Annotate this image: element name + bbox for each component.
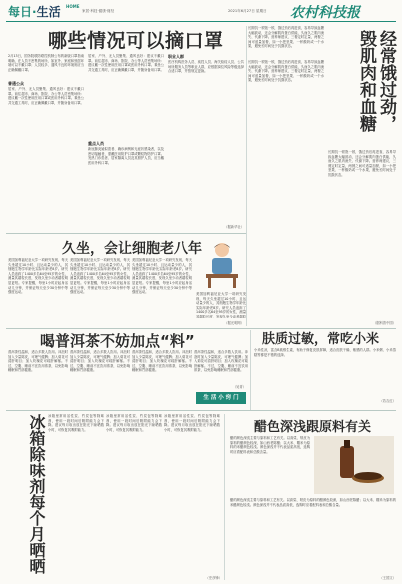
brand-right: 农村科技报 (290, 5, 360, 21)
article7-col2: 醋的颜色深浅主要与原料和工艺有关。以高粱、麸皮为原料的醋颜色较深，如山西老陈醋；以大米、糯米为原料的米醋颜色较浅。颜色深浅并不代表品质高低，选购时应看配料表和总酸含量。 (230, 498, 396, 507)
divider-1 (6, 233, 246, 234)
article1-sub3: 职业人群 (168, 54, 184, 59)
brand-left: 每日·生活 (8, 5, 61, 19)
tips-badge-label: 生 活 小 窍 门 (203, 395, 239, 401)
article3-col1: 普洱茶性温和，适合多数人饮用。冲泡时加入少量陈皮，可理气健脾；加入菊花可清肝明目；加入玫瑰花可疏肝解郁。不过，空腹、睡前不宜饮用浓茶，以免影响睡眠和胃部健康。 (8, 350, 68, 373)
article4-col1: 冰箱里常用活性炭、竹炭包等除味剂，使用一段时间后吸附能力会下降。建议每月取出放在阳光下晾晒数小时，可恢复其吸附能力。 (48, 414, 104, 432)
tips-badge (196, 392, 246, 404)
article1-intro: 2月13日，国务院联防联控机制公布的新版口罩指南明确，在人员不密集的场所，如室外、家庭和独居环境可以不戴口罩；人员较多、通风不良的环境则应当正确佩戴口罩。 (8, 54, 84, 72)
divider-3 (6, 410, 396, 411)
article5-title: 经常饿过劲，毁肌肉和血糖 (356, 30, 396, 132)
article3-caption: （吴青） (232, 385, 246, 389)
article1-col1: 居家、户外、无人员聚集、通风良好：建议不戴口罩。前往超市、商场、影院、办公等人员密集场所：建议戴一次性使用医用口罩或医用外科口罩。乘坐公共交通工具时，应正确佩戴口罩，并随身备用口罩。 (8, 87, 84, 105)
article3-col4: 普洱茶性温和，适合多数人饮用。冲泡时加入少量陈皮，可理气健脾；加入菊花可清肝明目；加入玫瑰花可疏肝解郁。不过，空腹、睡前不宜饮用浓茶，以免影响睡眠和胃部健康。 (194, 350, 248, 373)
divider-v1 (246, 26, 247, 326)
article1-title: 哪些情况可以摘口罩 (48, 30, 224, 52)
article1-col2a: 居家、户外、无人员聚集、通风良好：建议不戴口罩。前往超市、商场、影院、办公等人员密集场所：建议戴一次性使用医用口罩或医用外科口罩。乘坐公共交通工具时，应正确佩戴口罩，并随身备用口罩。 (88, 54, 164, 72)
article5-col1: 长期饥一顿饱一顿，饿过劲后再进食，容易导致血糖大幅波动，还会分解肌肉蛋白供能，久而久之肌肉流失、代谢下降。营养师建议，三餐定时定量，两餐之间可适量加餐，如一小把坚果、一杯酸奶或一个水果，避免长时间处于饥饿状态。 (248, 26, 324, 49)
brand-left-b: 生活 (36, 5, 61, 19)
article5-caption: （据科普中国） (372, 321, 396, 325)
article7-photo (314, 436, 394, 494)
article2-col3: 美国加利福尼亚大学一项研究发现，每天久坐超过10小时、且运动量少的人，其细胞生物学年龄比实际年龄老8岁。研究人员追踪了1400多名64至95岁的女性，测量其端粒长度，发现久坐少动者端粒明显更短。专家提醒，每坐1小时应起身活动几分钟，并保证每天至少30分钟中等强度运动。 (132, 258, 192, 295)
divider-v2 (250, 330, 251, 410)
header-rule (6, 21, 396, 22)
article3-title: 喝普洱茶不妨加点“料” (40, 332, 195, 350)
article6-caption: （若吉红） (379, 399, 396, 403)
masthead (0, 0, 402, 22)
brand-left-en: HOME (66, 4, 80, 9)
article1-caption: （据新华社） (224, 225, 244, 229)
article1-sub1: 普通公众 (8, 81, 24, 86)
article2-illustration (200, 240, 244, 290)
article1-col2b: 新冠肺炎疑似患者、确诊病例和无症状感染者，以及密切接触者，需戴医用防护口罩或颗粒物防护口罩。发热门诊患者、居家隔离人员及其照护人员，应当戴医用外科口罩。 (88, 147, 164, 165)
article3-col3: 普洱茶性温和，适合多数人饮用。冲泡时加入少量陈皮，可理气健脾；加入菊花可清肝明目；加入玫瑰花可疏肝解郁。不过，空腹、睡前不宜饮用浓茶，以免影响睡眠和胃部健康。 (132, 350, 192, 373)
article3-col2: 普洱茶性温和，适合多数人饮用。冲泡时加入少量陈皮，可理气健脾；加入菊花可清肝明目；加入玫瑰花可疏肝解郁。不过，空腹、睡前不宜饮用浓茶，以免影响睡眠和胃部健康。 (70, 350, 130, 373)
issue-info: 2021年6月27日 星期日 (228, 9, 267, 13)
article2-col2: 美国加利福尼亚大学一项研究发现，每天久坐超过10小时、且运动量少的人，其细胞生物学年龄比实际年龄老8岁。研究人员追踪了1400多名64至95岁的女性，测量其端粒长度，发现久坐少动者端粒明显更短。专家提醒，每坐1小时应起身活动几分钟，并保证每天至少30分钟中等强度运动。 (70, 258, 130, 295)
article4-caption: （史彦锋） (205, 576, 222, 580)
article7-title: 醋色深浅跟原料有关 (254, 420, 372, 435)
article2-col4: 美国加利福尼亚大学一项研究发现，每天久坐超过10小时、且运动量少的人，其细胞生物学年龄比实际年龄老8岁。研究人员追踪了1400多名64至95岁的女性，测量其端粒长度，发现久坐少动者端粒 (196, 292, 246, 318)
article4-title: 冰箱除味剂每个月晒晒 (27, 414, 46, 574)
article7-caption: （王国文） (379, 576, 396, 580)
article5-col2: 长期饥一顿饱一顿，饿过劲后再进食，容易导致血糖大幅波动，还会分解肌肉蛋白供能，久而久之肌肉流失、代谢下降。营养师建议，三餐定时定量，两餐之间可适量加餐，如一小把坚果、一杯酸奶或一个水果，避免长时间处于饥饿状态。 (248, 60, 324, 83)
nav-strip: 家居·科技·健康·财经 (82, 9, 115, 13)
article7-col1: 醋的颜色深浅主要与原料和工艺有关。以高粱、麸皮为原料的醋颜色较深，如山西老陈醋；以大米、糯米为原料的米醋颜色较浅。颜色深浅并不代表品质高低，选购时应看配料表和总酸含量。 (230, 436, 310, 454)
article6-body: 小米性凉，富含B族维生素，有助于修复皮肤屏障，适合皮肤干燥、敏感的人群。小米粥、小米蒸糕等都是不错的选择。 (254, 348, 396, 357)
article2-title: 久坐，会让细胞老八年 (62, 241, 202, 257)
article1-sub2: 重点人员 (88, 141, 104, 146)
article4-col2: 冰箱里常用活性炭、竹炭包等除味剂，使用一段时间后吸附能力会下降。建议每月取出放在阳光下晾晒数小时，可恢复其吸附能力。 (106, 414, 162, 432)
article6-title: 肤质过敏，常吃小米 (262, 332, 380, 347)
article1-col3: 医疗机构医务人员、疾控人员、海关检疫人员、公共场所服务人员等职业人群，应根据岗位风险等级选择合适口罩，并按规定更换。 (168, 60, 244, 74)
article2-caption: （据光明网） (224, 321, 244, 325)
article4-col3: 冰箱里常用活性炭、竹炭包等除味剂，使用一段时间后吸附能力会下降。建议每月取出放在阳光下晾晒数小时，可恢复其吸附能力。 (164, 414, 220, 432)
brand-left-a: 每日 (8, 5, 33, 19)
article2-col1: 美国加利福尼亚大学一项研究发现，每天久坐超过10小时、且运动量少的人，其细胞生物学年龄比实际年龄老8岁。研究人员追踪了1400多名64至95岁的女性，测量其端粒长度，发现久坐少动者端粒明显更短。专家提醒，每坐1小时应起身活动几分钟，并保证每天至少30分钟中等强度运动。 (8, 258, 68, 295)
article5-col3: 长期饥一顿饱一顿，饿过劲后再进食，容易导致血糖大幅波动，还会分解肌肉蛋白供能，久而久之肌肉流失、代谢下降。营养师建议，三餐定时定量，两餐之间可适量加餐，如一小把坚果、一杯酸奶或一个水果，避免长时间处于饥饿状态。 (328, 150, 396, 177)
divider-v3 (224, 414, 225, 580)
